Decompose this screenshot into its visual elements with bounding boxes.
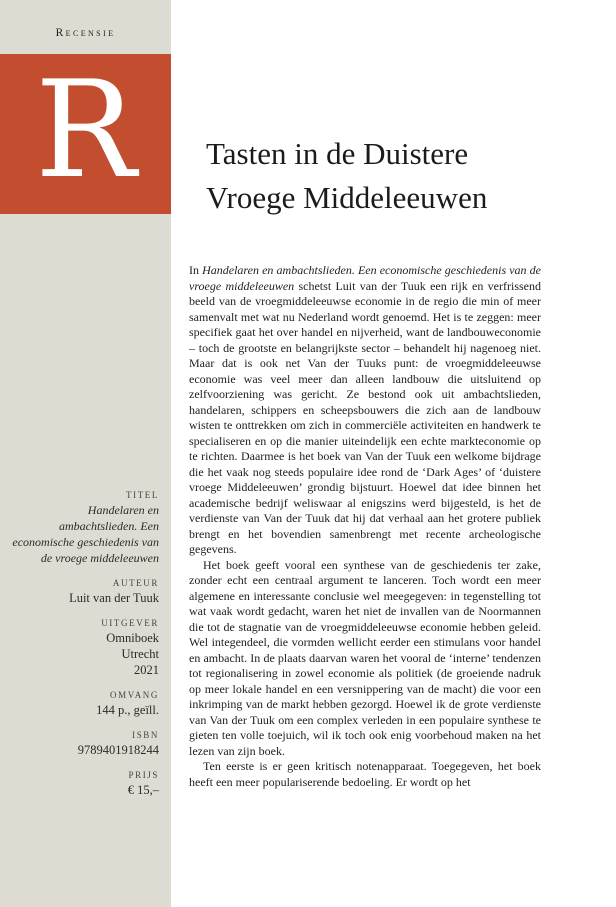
drop-initial: R (35, 52, 136, 208)
paragraph-2: Het boek geeft vooral een synthese van de geschiedenis ter zake, zonder echt een centraal argument te lanceren. Toch wordt een meer algemene en interessante conclusie wel meegegeven: in tegenstelling tot wat vaak wordt gedacht, waren het niet de invallen van de Noormannen die tot de stagnatie van de vroegmiddeleeuwse economie hebben geleid. Wel integendeel, die vormden wellicht eerder een stimulans voor handel en ambacht. In de plaats daarvan waren het vooral de ‘interne’ tendenzen tot regionalisering in zowel economie als politiek (de groeiende nadruk op meer lokale handel en een versnippering van de macht) die voor een inkrimping van de markt hebben gezorgd. Hoewel ik de grote verdienste van Van der Tuuk om een complex verleden in een populaire synthese te gieten ten volle toejuich, wil ik toch ook enig voorbehoud maken na het lezen van zijn boek. (189, 557, 541, 758)
meta-omvang (11, 690, 159, 718)
paragraph-1 (189, 263, 541, 558)
meta-uitgever-label: UITGEVER (101, 618, 159, 628)
meta-isbn-value: 9789401918244 (77, 743, 159, 757)
paragraph-3: Ten eerste is er geen kritisch notenapparaat. Toegegeven, het boek heeft een meer populariserende bedoeling. Er wordt op het (189, 759, 541, 789)
book-title-italic: Handelaren en ambachtslieden. Een economische geschiedenis van de vroege middeleeuwen (189, 263, 541, 293)
meta-uitgever-name: Omniboek (106, 631, 159, 645)
meta-auteur-value: Luit van der Tuuk (69, 591, 159, 605)
meta-titel-value: Handelaren en ambachtslieden. Een economische geschiedenis van de vroege middeleeuwen (12, 503, 159, 565)
meta-prijs (11, 770, 159, 798)
meta-uitgever (11, 618, 159, 678)
article-title-line-2: Vroege Middeleeuwen (206, 180, 488, 215)
article-title (206, 132, 606, 220)
meta-isbn (11, 730, 159, 758)
paragraph-1-prefix: In (189, 263, 203, 277)
initial-block (0, 54, 171, 214)
meta-auteur (11, 578, 159, 606)
sidebar (0, 0, 171, 907)
meta-omvang-value: 144 p., geïll. (96, 703, 159, 717)
section-label: Recensie (55, 27, 116, 39)
book-metadata (11, 490, 159, 810)
meta-omvang-label: OMVANG (110, 690, 159, 700)
article-body (189, 263, 541, 790)
meta-titel (11, 490, 159, 566)
article-title-line-1: Tasten in de Duistere (206, 136, 469, 171)
meta-isbn-label: ISBN (132, 730, 159, 740)
meta-prijs-value: € 15,– (127, 783, 159, 797)
meta-prijs-label: PRIJS (128, 770, 159, 780)
meta-titel-label: TITEL (126, 490, 159, 500)
meta-uitgever-place: Utrecht (121, 647, 159, 661)
paragraph-1-text: schetst Luit van der Tuuk een rijk en verfrissend beeld van de vroegmiddeleeuwse economie in de regio die min of meer samenvalt met wat nu Nederland wordt genoemd. Het is te zeggen: meer specifiek gaat het over handel en nijverheid, want de landbouweconomie – toch de grootste en belangrijkste sector – behandelt hij nagenoeg niet. Maar dat is ook net Van der Tuuks punt: de vroegmiddeleeuwse economie was veel meer dan alleen landbouw die uitsluitend op zelfvoorziening was gericht. Ze bestond ook uit ambachtslieden, handelaren, schippers en scheepsbouwers die zich aan de landbouw wisten te onttrekken om zich in commerciële activiteiten en handwerk te specialiseren en op die manier uiteindelijk een echte markteconomie op te richten. Daarmee is het boek van Van der Tuuk een welkome bijdrage die het vaak nog steeds populaire idee rond de ‘Dark Ages’ of ‘duistere vroege Middeleeuwen’ grondig bijstuurt. Hoewel dat idee binnen het academische bedrijf weliswaar al enigszins werd bijgesteld, is het de verdienste van Van der Tuuk dat hij dat verhaal aan het grotere publiek brengt en het bovendien samenbrengt met recente archeologische gegevens. (189, 278, 541, 556)
meta-auteur-label: AUTEUR (112, 578, 159, 588)
meta-uitgever-year: 2021 (134, 663, 159, 677)
